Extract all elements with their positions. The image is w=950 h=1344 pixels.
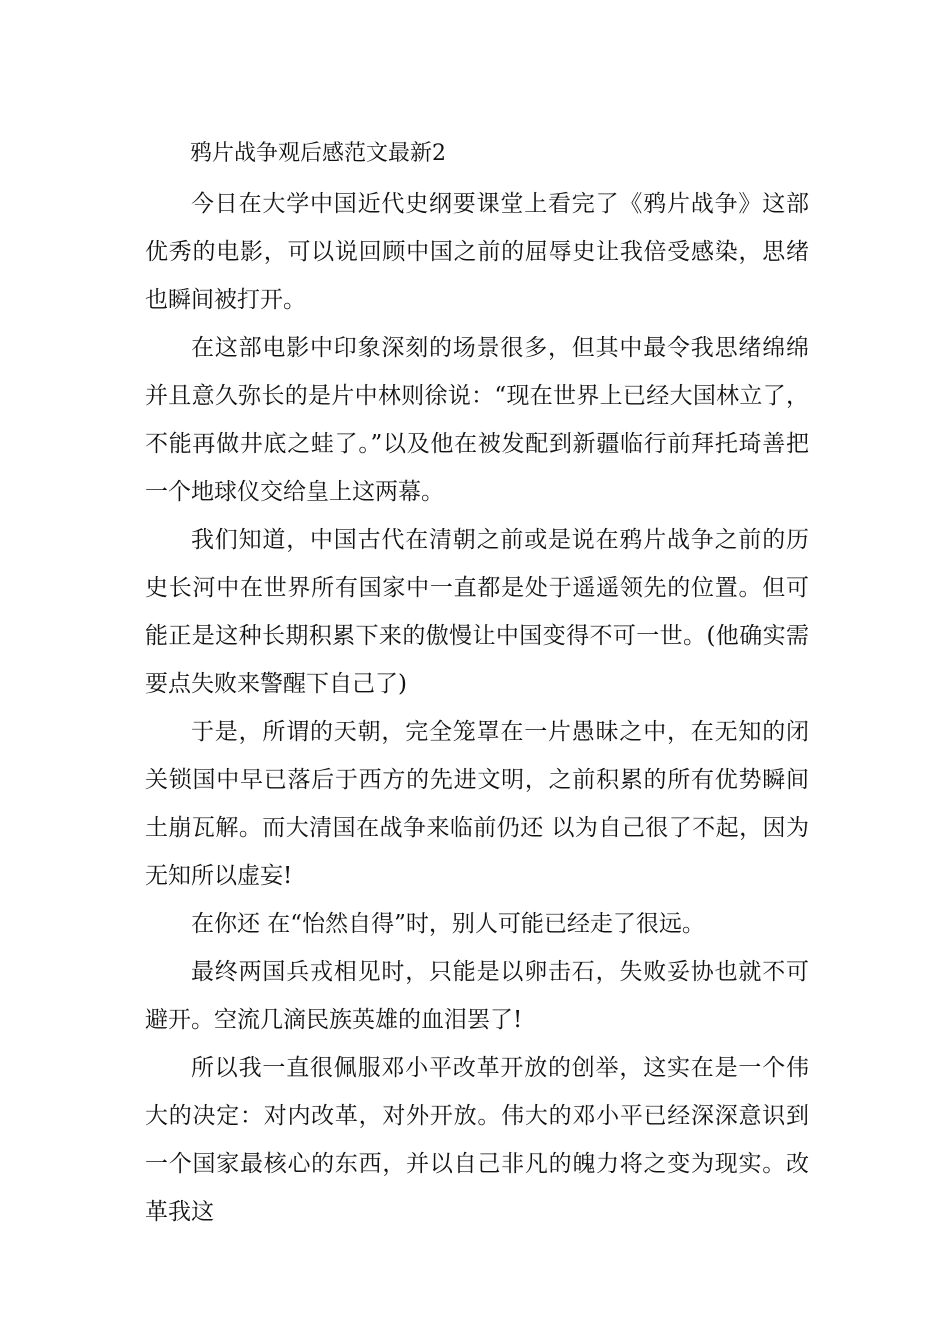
paragraph: 今日在大学中国近代史纲要课堂上看完了《鸦片战争》这部优秀的电影，可以说回顾中国之前的屈辱史让我倍受感染，思绪也瞬间被打开。: [145, 191, 809, 313]
document-body: [145, 180, 809, 1236]
paragraph: 我们知道，中国古代在清朝之前或是说在鸦片战争之前的历史长河中在世界所有国家中一直都是处于遥遥领先的位置。但可能正是这种长期积累下来的傲慢让中国变得不可一世。(他确实需要点失败来警醒下自己了): [145, 527, 809, 697]
paragraph: 在你还 在“怡然自得”时，别人可能已经走了很远。: [191, 911, 705, 937]
paragraph: 在这部电影中印象深刻的场景很多，但其中最令我思绪绵绵并且意久弥长的是片中林则徐说：“现在世界上已经大国林立了，不能再做井底之蛙了。”以及他在被发配到新疆临行前拜托琦善把一个地球仪交给皇上这两幕。: [145, 335, 809, 505]
paragraph: 所以我一直很佩服邓小平改革开放的创举，这实在是一个伟大的决定：对内改革，对外开放。伟大的邓小平已经深深意识到一个国家最核心的东西，并以自己非凡的魄力将之变为现实。改革我这: [145, 1055, 809, 1225]
paragraph: 最终两国兵戎相见时，只能是以卵击石，失败妥协也就不可避开。空流几滴民族英雄的血泪罢了!: [145, 959, 809, 1033]
document-title: 鸦片战争观后感范文最新2: [190, 141, 446, 166]
paragraph: 于是，所谓的天朝，完全笼罩在一片愚昧之中，在无知的闭关锁国中早已落后于西方的先进文明，之前积累的所有优势瞬间土崩瓦解。而大清国在战争来临前仍还 以为自己很了不起，因为无知所以虚妄!: [145, 719, 809, 889]
